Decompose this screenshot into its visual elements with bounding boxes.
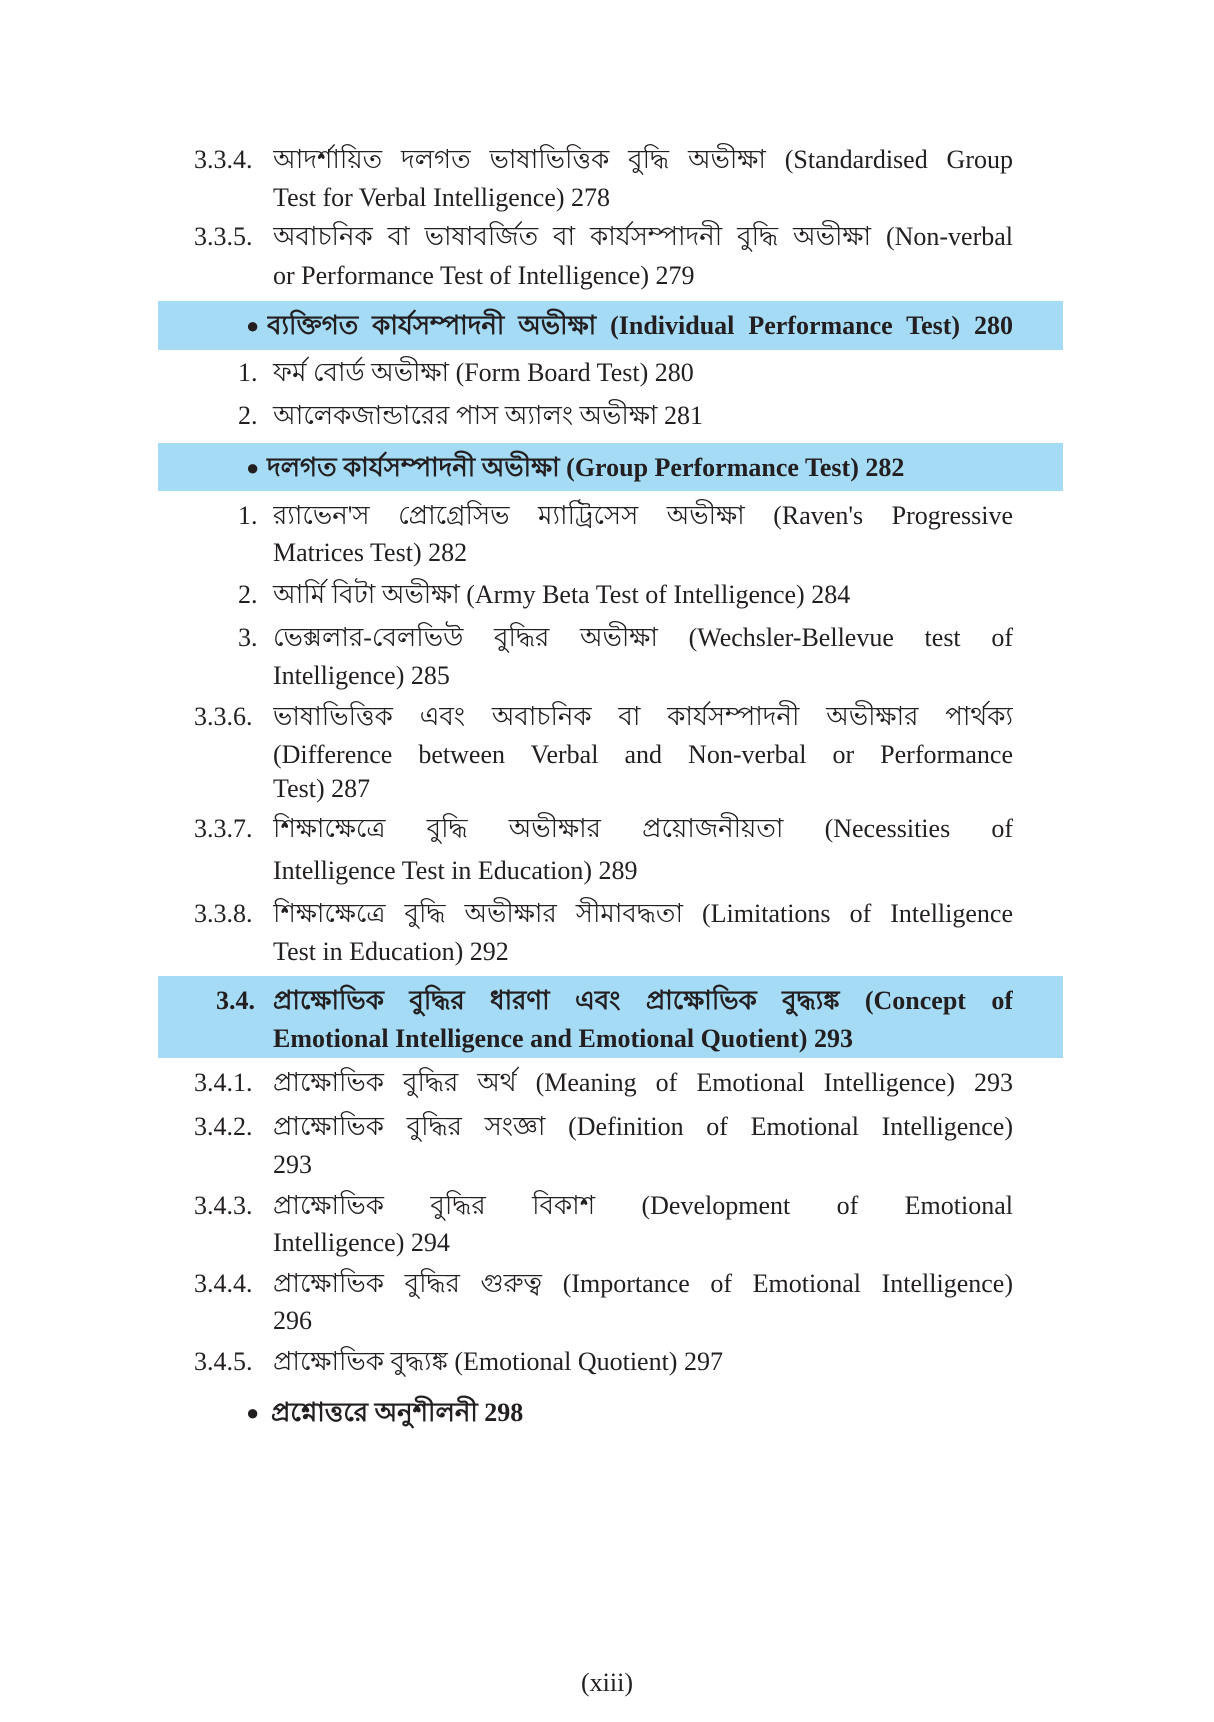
toc-entry-text: প্রাক্ষোভিক বুদ্ধির সংজ্ঞা (Definition of Emotional Intelligence): [273, 1112, 1013, 1141]
bullet-icon: ●: [246, 455, 260, 480]
toc-entry-number: 3.3.8.: [194, 899, 253, 928]
toc-entry-number: 3.4.1.: [194, 1068, 253, 1097]
page-number: (xiii): [581, 1668, 633, 1697]
toc-entry-number: 3.3.5.: [194, 222, 253, 251]
toc-entry-text: প্রাক্ষোভিক বুদ্ধির বিকাশ (Development of Emotional: [273, 1191, 1013, 1220]
toc-entry-text: ভেক্সলার-বেলভিউ বুদ্ধির অভীক্ষা (Wechsler-Bellevue test of: [273, 623, 1013, 652]
toc-entry-number: 3.: [238, 623, 258, 652]
toc-entry-text: Matrices Test) 282: [273, 538, 468, 567]
toc-entry-text: আলেকজান্ডারের পাস অ্যালং অভীক্ষা 281: [273, 401, 703, 430]
toc-entry-text: প্রাক্ষোভিক বুদ্ধ্যঙ্ক (Emotional Quotient) 297: [273, 1347, 723, 1376]
toc-entry-text: Intelligence) 285: [273, 661, 450, 690]
toc-entry-text: আর্মি বিটা অভীক্ষা (Army Beta Test of Intelligence) 284: [273, 580, 851, 609]
toc-entry-number: 1.: [238, 358, 258, 387]
toc-entry-number: 2.: [238, 580, 258, 609]
toc-entry-number: 3.4.3.: [194, 1191, 253, 1220]
toc-entry-text: ফর্ম বোর্ড অভীক্ষা (Form Board Test) 280: [273, 358, 694, 387]
toc-entry-text: শিক্ষাক্ষেত্রে বুদ্ধি অভীক্ষার সীমাবদ্ধতা (Limitations of Intelligence: [273, 899, 1013, 928]
bullet-icon: ●: [246, 313, 260, 338]
toc-entry-text: অবাচনিক বা ভাষাবর্জিত বা কার্যসম্পাদনী বুদ্ধি অভীক্ষা (Non-verbal: [273, 222, 1013, 251]
toc-entry-text: আদর্শায়িত দলগত ভাষাভিত্তিক বুদ্ধি অভীক্ষা (Standardised Group: [273, 145, 1013, 174]
toc-entry-text: (Difference between Verbal and Non-verbal or Performance: [273, 740, 1013, 769]
toc-entry-number: 3.3.7.: [194, 814, 253, 843]
toc-entry-text: Intelligence Test in Education) 289: [273, 856, 638, 885]
toc-heading: প্রশ্নোত্তরে অনুশীলনী 298: [271, 1398, 524, 1427]
toc-entry-number: 3.3.4.: [194, 145, 253, 174]
toc-entry-text: or Performance Test of Intelligence) 279: [273, 261, 695, 290]
toc-entry-number: 3.4.2.: [194, 1112, 253, 1141]
toc-entry-text: 293: [273, 1150, 312, 1179]
toc-heading: প্রাক্ষোভিক বুদ্ধির ধারণা এবং প্রাক্ষোভিক বুদ্ধ্যঙ্ক (Concept of: [273, 986, 1013, 1015]
toc-entry-text: প্রাক্ষোভিক বুদ্ধির অর্থ (Meaning of Emotional Intelligence) 293: [273, 1068, 1013, 1097]
toc-heading: Emotional Intelligence and Emotional Quotient) 293: [273, 1024, 853, 1053]
toc-entry-number: 3.3.6.: [194, 702, 253, 731]
toc-entry-number: 3.4.5.: [194, 1347, 253, 1376]
toc-entry-number: 2.: [238, 401, 258, 430]
toc-entry-number: 3.4.4.: [194, 1269, 253, 1298]
toc-entry-text: শিক্ষাক্ষেত্রে বুদ্ধি অভীক্ষার প্রয়োজনীয়তা (Necessities of: [273, 814, 1013, 843]
bullet-icon: ●: [246, 1400, 260, 1425]
toc-entry-text: Test) 287: [273, 774, 371, 803]
toc-entry-number: 3.4.: [216, 986, 255, 1015]
toc-entry-text: Test for Verbal Intelligence) 278: [273, 183, 611, 212]
toc-entry-text: Test in Education) 292: [273, 937, 509, 966]
toc-heading: ব্যক্তিগত কার্যসম্পাদনী অভীক্ষা (Individual Performance Test) 280: [267, 311, 1013, 340]
toc-entry-text: র‍্যাভেন'স প্রোগ্রেসিভ ম্যাট্রিসেস অভীক্ষা (Raven's Progressive: [273, 501, 1013, 530]
toc-heading: দলগত কার্যসম্পাদনী অভীক্ষা (Group Performance Test) 282: [267, 453, 905, 482]
toc-entry-text: Intelligence) 294: [273, 1228, 450, 1257]
toc-entry-text: প্রাক্ষোভিক বুদ্ধির গুরুত্ব (Importance of Emotional Intelligence): [273, 1269, 1013, 1298]
toc-entry-number: 1.: [238, 501, 258, 530]
toc-entry-text: 296: [273, 1306, 312, 1335]
toc-entry-text: ভাষাভিত্তিক এবং অবাচনিক বা কার্যসম্পাদনী অভীক্ষার পার্থক্য: [273, 702, 1013, 731]
